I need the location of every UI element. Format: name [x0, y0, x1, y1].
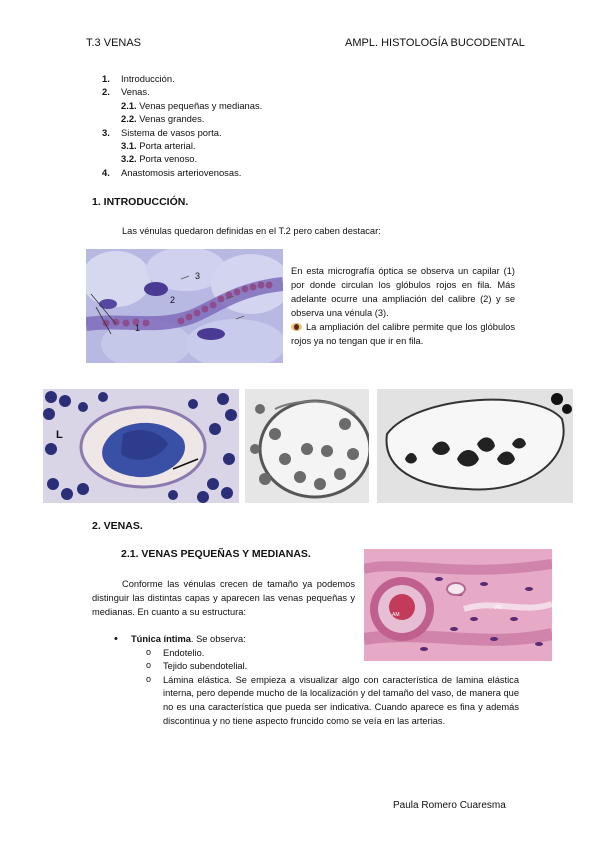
table-of-contents [102, 72, 262, 179]
capillary-em-micrograph [377, 389, 573, 503]
stain-label: VM [494, 605, 502, 611]
vein-micrograph [43, 389, 239, 503]
toc-item: 1. Introducción. [102, 73, 175, 84]
stain-label: AM [392, 612, 400, 618]
micro-label: 3 [195, 271, 201, 281]
toc-subitem: 2.2. Venas grandes. [121, 113, 205, 125]
structure-list [114, 633, 519, 728]
toc-subitem: 3.2. Porta venoso. [121, 153, 198, 165]
toc-item: 2. Venas. [102, 86, 150, 98]
toc-item: 3. Sistema de vasos porta. [102, 126, 222, 138]
header-left: T.3 VENAS [86, 37, 142, 49]
list-item: o Lámina elástica. Se empieza a visualizar algo con característica de lamina elástica interna, pero depende mucho de la localización y del tamaño del vaso, de manera que no es una característica que pueda ser indicativa. Cuando aparece es fina y además discontinua y no tiene aspecto fruncido como se veía en las arterias. [146, 674, 519, 728]
toc-item: 4. Anastomosis arteriovenosas. [102, 166, 242, 178]
footer-author: Paula Romero Cuaresma [393, 800, 506, 811]
figure-label: L [56, 429, 63, 441]
venule-micrograph [245, 389, 369, 503]
micro-label: 1 [135, 323, 141, 333]
section-paragraph: Conforme las vénulas crecen de tamaño ya podemos distinguir las distintas capas y aparecen las venas pequeñas y medianas. En cuanto a su estructura: [92, 579, 355, 617]
subsection-title: 2.1. VENAS PEQUEÑAS Y MEDIANAS. [121, 548, 311, 560]
capillary-micrograph [86, 249, 283, 363]
list-item: o Endotelio. [146, 647, 519, 661]
micrograph-caption: En esta micrografía óptica se observa un capilar (1) por donde circulan los glóbulos rojos en fila. Más adelante ocurre una ampliación del calibre (2) y se observa una vénula (3). La ampliación del calibre permite que los glóbulos rojos ya no tengan que ir en fila. [291, 266, 515, 346]
header-right: AMPL. HISTOLOGÍA BUCODENTAL [345, 37, 525, 49]
section-title: 1. INTRODUCCIÓN. [92, 196, 189, 208]
section-title: 2. VENAS. [92, 520, 143, 532]
toc-subitem: 2.1. Venas pequeñas y medianas. [121, 99, 263, 111]
eye-icon [291, 323, 302, 331]
list-item: o Tejido subendotelial. [146, 660, 519, 674]
micro-label: 2 [170, 295, 176, 305]
section-intro: Las vénulas quedaron definidas en el T.2 pero caben destacar: [122, 226, 381, 236]
list-item: • Túnica íntima. Se observa: [114, 633, 519, 647]
toc-subitem: 3.1. Porta arterial. [121, 140, 196, 152]
